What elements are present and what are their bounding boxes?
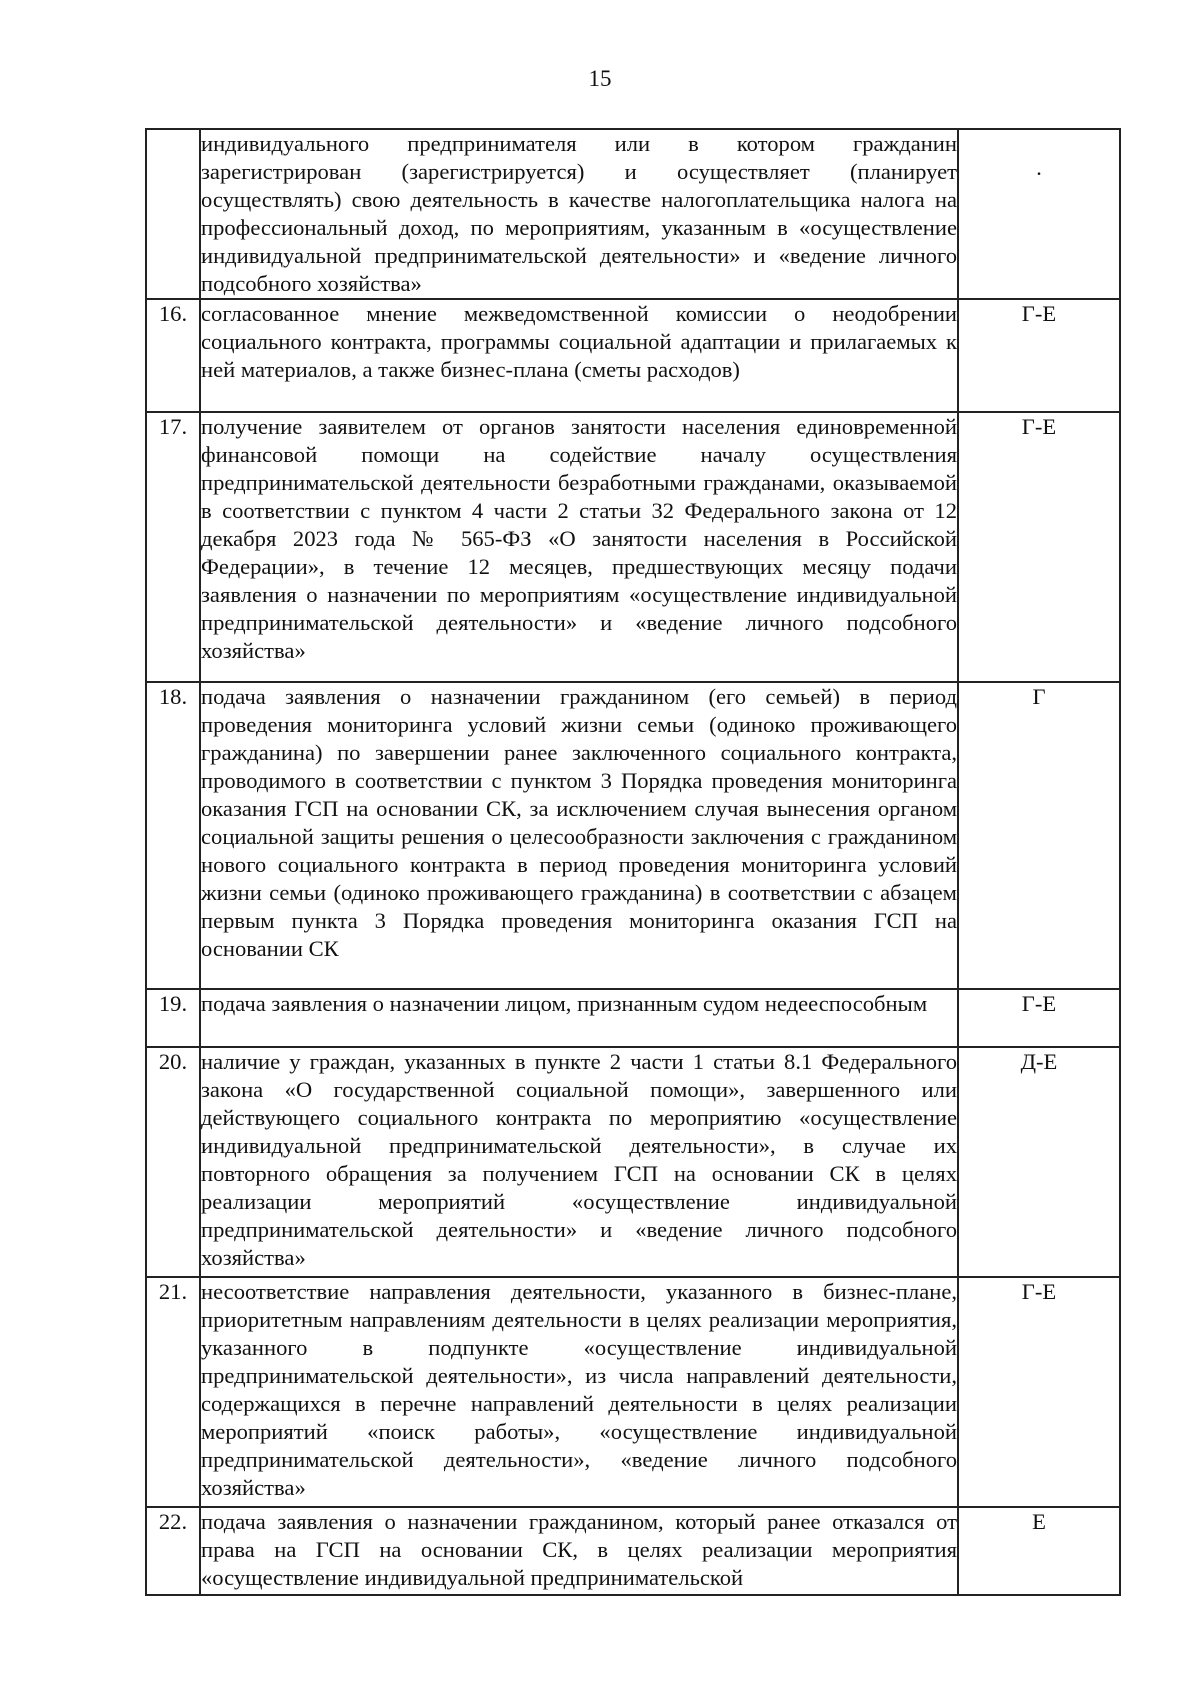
row-description: подача заявления о назначении гражданином, который ранее отказался от права на ГСП на основании СК, в целях реализации мероприятия «осуществление индивидуальной предпринимательской [200,1507,958,1595]
row-code: Г-Е [958,412,1120,682]
row-description: согласованное мнение межведомственной комиссии о неодобрении социального контракта, программы социальной адаптации и прилагаемых к ней материалов, а также бизнес-плана (сметы расходов) [200,299,958,412]
row-code: · [958,129,1120,299]
row-number: 18. [146,682,200,989]
row-number: 20. [146,1047,200,1277]
row-code: Г-Е [958,1277,1120,1507]
row-number: 17. [146,412,200,682]
row-code: Г-Е [958,989,1120,1047]
table-row [146,299,1120,412]
row-description: получение заявителем от органов занятости населения единовременной финансовой помощи на содействие началу осуществления предпринимательской деятельности безработными гражданами, оказываемой в соответствии с пунктом 4 части 2 статьи 32 Федерального закона от 12 декабря 2023 года № 565-ФЗ «О занятости населения в Российской Федерации», в течение 12 месяцев, предшествующих месяцу подачи заявления о назначении по мероприятиям «осуществление индивидуальной предпринимательской деятельности» и «ведение личного подсобного хозяйства» [200,412,958,682]
row-description: подача заявления о назначении гражданином (его семьей) в период проведения мониторинга условий жизни семьи (одиноко проживающего гражданина) по завершении ранее заключенного социального контракта, проводимого в соответствии с пунктом 3 Порядка проведения мониторинга оказания ГСП на основании СК, за исключением случая вынесения органом социальной защиты решения о целесообразности заключения с гражданином нового социального контракта в период проведения мониторинга условий жизни семьи (одиноко проживающего гражданина) в соответствии с абзацем первым пункта 3 Порядка проведения мониторинга оказания ГСП на основании СК [200,682,958,989]
row-number: 21. [146,1277,200,1507]
row-description: индивидуального предпринимателя или в котором гражданин зарегистрирован (зарегистрируется) и осуществляет (планирует осуществлять) свою деятельность в качестве налогоплательщика налога на профессиональный доход, по мероприятиям, указанным в «осуществление индивидуальной предпринимательской деятельности» и «ведение личного подсобного хозяйства» [200,129,958,299]
table-row [146,989,1120,1047]
row-code: Д-Е [958,1047,1120,1277]
table-row [146,1277,1120,1507]
row-description: наличие у граждан, указанных в пункте 2 части 1 статьи 8.1 Федерального закона «О государственной социальной помощи», завершенного или действующего социального контракта по мероприятию «осуществление индивидуальной предпринимательской деятельности», в случае их повторного обращения за получением ГСП на основании СК в целях реализации мероприятий «осуществление индивидуальной предпринимательской деятельности» и «ведение личного подсобного хозяйства» [200,1047,958,1277]
row-description: подача заявления о назначении лицом, признанным судом недееспособным [200,989,958,1047]
table-row [146,682,1120,989]
row-number [146,129,200,299]
row-description: несоответствие направления деятельности, указанного в бизнес-плане, приоритетным направлениям деятельности в целях реализации мероприятия, указанного в подпункте «осуществление индивидуальной предпринимательской деятельности», из числа направлений деятельности, содержащихся в перечне направлений деятельности в целях реализации мероприятий «поиск работы», «осуществление индивидуальной предпринимательской деятельности», «ведение личного подсобного хозяйства» [200,1277,958,1507]
row-number: 16. [146,299,200,412]
row-number: 19. [146,989,200,1047]
table-row [146,129,1120,299]
row-code: Г-Е [958,299,1120,412]
page-number: 15 [588,66,612,91]
table-row [146,1507,1120,1595]
conditions-table [145,128,1121,1596]
row-code: Е [958,1507,1120,1595]
row-number: 22. [146,1507,200,1595]
table-row [146,412,1120,682]
row-code: Г [958,682,1120,989]
table-row [146,1047,1120,1277]
